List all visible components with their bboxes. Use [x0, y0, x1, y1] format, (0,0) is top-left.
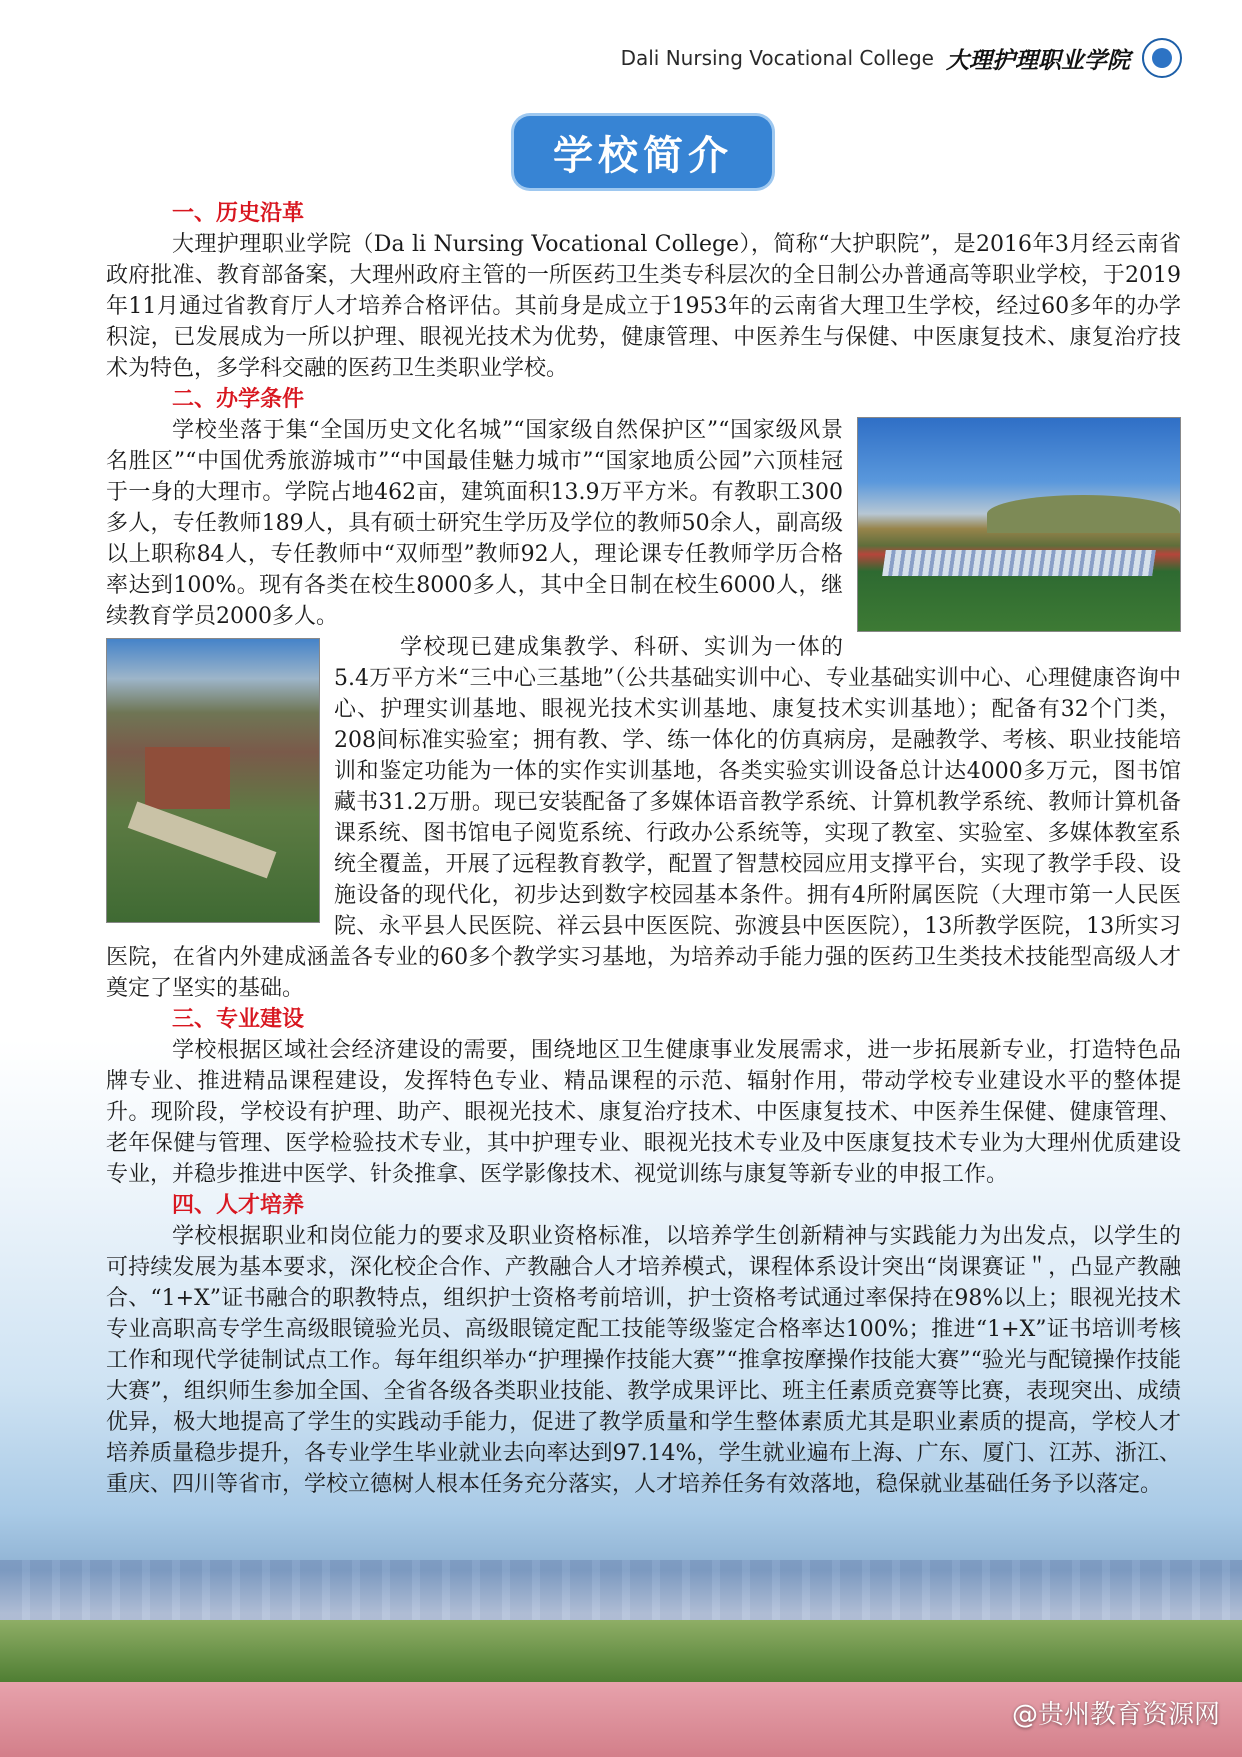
conditions-paragraph-1: 学校坐落于集“全国历史文化名城”“国家级自然保护区”“国家级风景名胜区”“中国优秀旅游城市”“中国最佳魅力城市”“国家地质公园”六顶桂冠于一身的大理市。学院占地462亩，建筑面积13.9万平方米。有教职工300多人，专任教师189人，具有硕士研究生学历及学位的教师50余人，副高级以上职称84人，专任教师中“双师型”教师92人，理论课专任教师学历合格率达到100%。现有各类在校生8000多人，其中全日制在校生6000人，继续教育学员2000多人。 — [106, 418, 843, 629]
section-heading-majors: 三、专业建设 — [172, 1007, 305, 1032]
photo-building-shape — [145, 747, 230, 809]
photo-hills-shape — [987, 495, 1180, 533]
majors-paragraph: 学校根据区域社会经济建设的需要，围绕地区卫生健康事业发展需求，进一步拓展新专业，打造特色品牌专业、推进精品课程建设，发挥特色专业、精品课程的示范、辐射作用，带动学校专业建设水平的整体提升。现阶段，学校设有护理、助产、眼视光技术、康复治疗技术、中医康复技术、中医养生保健、健康管理、老年保健与管理、医学检验技术专业，其中护理专业、眼视光技术专业及中医康复技术专业为大理州优质建设专业，并稳步推进中医学、针灸推拿、医学影像技术、视觉训练与康复等新专业的申报工作。 — [106, 1038, 1181, 1187]
sports-field-photo — [857, 417, 1181, 632]
photo-walkway-shape — [128, 801, 277, 878]
history-paragraph: 大理护理职业学院（Da li Nursing Vocational College），简称“大护职院”，是2016年3月经云南省政府批准、教育部备案，大理州政府主管的一所医药卫生类专科层次的全日制公办普通高等职业学校，于2019年11月通过省教育厅人才培养合格评估。其前身是成立于1953年的云南省大理卫生学校，经过60多年的办学积淀，已发展成为一所以护理、眼视光技术为优势，健康管理、中医养生与保健、中医康复技术、康复治疗技术为特色，多学科交融的医药卫生类职业学校。 — [106, 232, 1181, 381]
section-heading-conditions: 二、办学条件 — [172, 387, 305, 412]
background-field — [0, 1620, 1242, 1682]
article-body — [106, 198, 1181, 1500]
college-logo-icon — [1142, 38, 1182, 78]
section-heading-training: 四、人才培养 — [172, 1193, 305, 1218]
training-paragraph: 学校根据职业和岗位能力的要求及职业资格标准，以培养学生创新精神与实践能力为出发点，以学生的可持续发展为基本要求，深化校企合作、产教融合人才培养模式，课程体系设计突出“岗课赛证＂，凸显产教融合、“1+X”证书融合的职教特点，组织护士资格考前培训，护士资格考试通过率保持在98%以上；眼视光技术专业高职高专学生高级眼镜验光员、高级眼镜定配工技能等级鉴定合格率达100%；推进“1+X”证书培训考核工作和现代学徒制试点工作。每年组织举办“护理操作技能大赛”“推拿按摩操作技能大赛”“验光与配镜操作技能大赛”，组织师生参加全国、全省各级各类职业技能、教学成果评比、班主任素质竞赛等比赛，表现突出、成绩优异，极大地提高了学生的实践动手能力，促进了教学质量和学生整体素质尤其是职业素质的提高，学校人才培养质量稳步提升，各专业学生毕业就业去向率达到97.14%，学生就业遍布上海、广东、厦门、江苏、浙江、重庆、四川等省市，学校立德树人根本任务充分落实，人才培养任务有效落地，稳保就业基础任务予以落定。 — [106, 1224, 1181, 1497]
page-title: 学校简介 — [514, 116, 772, 188]
college-name-en: Dali Nursing Vocational College — [620, 46, 934, 70]
conditions-paragraph-2: 学校现已建成集教学、科研、实训为一体的5.4万平方米“三中心三基地”（公共基础实训中心、专业基础实训中心、心理健康咨询中心、护理实训基地、眼视光技术实训基地、康复技术实训基地）；配备有32个门类，208间标准实验室；拥有教、学、练一体化的仿真病房，是融教学、考核、职业技能培训和鉴定功能为一体的实作实训基地，各类实验实训设备总计达4000多万元，图书馆藏书31.2万册。现已安装配备了多媒体语音教学系统、计算机教学系统、教师计算机备课系统、图书馆电子阅览系统、行政办公系统等，实现了教室、实验室、多媒体教室系统全覆盖，开展了远程教育教学，配置了智慧校园应用支撑平台，实现了教学手段、设施设备的现代化，初步达到数字校园基本条件。拥有4所附属医院（大理市第一人民医院、永平县人民医院、祥云县中医医院、弥渡县中医医院），13所教学医院，13所实习医院，在省内外建成涵盖各专业的60多个教学实习基地，为培养动手能力强的医药卫生类技术技能型高级人才奠定了坚实的基础。 — [106, 635, 1181, 1001]
campus-aerial-photo — [106, 638, 320, 923]
section-heading-history: 一、历史沿革 — [172, 201, 305, 226]
watermark: @贵州教育资源网 — [1011, 1700, 1220, 1730]
college-name-cn: 大理护理职业学院 — [946, 46, 1130, 74]
photo-crowd-shape — [882, 550, 1156, 576]
page-header — [621, 38, 1182, 78]
background-stadium-stands — [0, 1560, 1242, 1620]
